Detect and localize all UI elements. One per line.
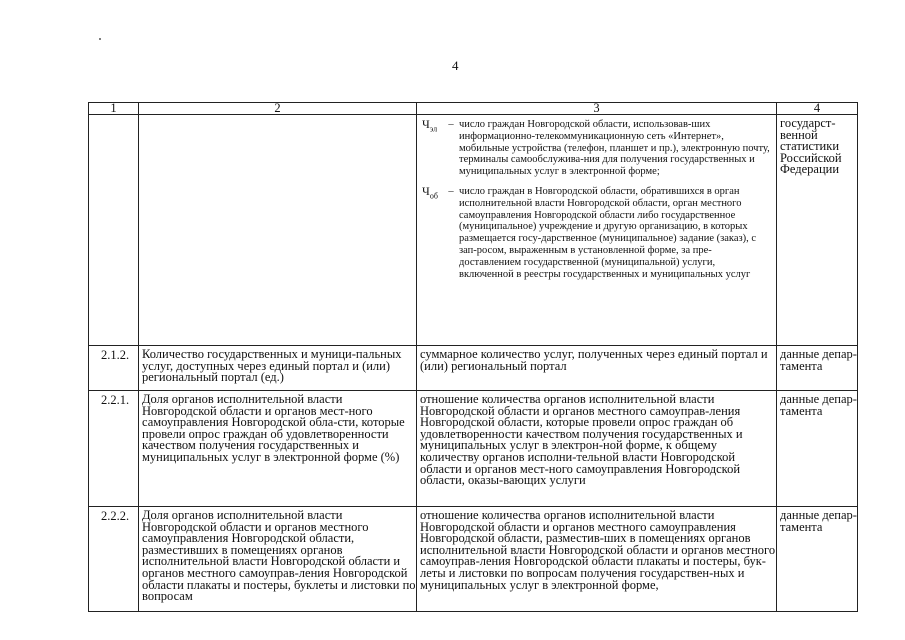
definition-text: число граждан в Новгородской области, обратившихся в орган исполнительной власти Новгородской области, орган местного самоуправления Новгородской области либо государственное (муниципальное) учреждение и другую организацию, в которых размещается госу-дарственное (муниципальное) задание (заказ), с зап-росом, выраженным в установленной форме, за пре-доставлением государственной (муниципальной) услуги, включенной в реестры государственных и муниципальных услуг (459, 185, 757, 280)
indicator-name: Количество государственных и муници-пальных услуг, доступных через единый портал и (или) региональный портал (ед.) (139, 346, 417, 391)
definition-dash: – (448, 185, 454, 197)
scan-speck (99, 38, 101, 40)
cont-num-cell (89, 115, 139, 346)
calculation-method: суммарное количество услуг, полученных через единый портал и (или) региональный портал (417, 346, 777, 391)
definition-text: число граждан Новгородской области, использовав-ших информационно-телекоммуникационную сеть «Интернет», мобильные устройства (телефон, планшет и пр.), электронную почту, терминалы самообслужива-ния для получения государственных и муниципальных услуг в электронной форме; (459, 119, 770, 178)
header-col-4: 4 (777, 103, 858, 115)
cont-indicator-cell (139, 115, 417, 346)
calculation-method: отношение количества органов исполнительной власти Новгородской области и органов местного самоуправления Новгородской области, разместив-ших в помещениях органов исполнительной власти Новгородской области и органов местного самоуправ-ления Новгородской области плакаты и постеры, бук-леты и листовки по вопросам получения государствен-ных и муниципальных услуг в электронной форме, (417, 507, 777, 612)
continuation-row (89, 115, 858, 346)
row-number: 2.1.2. (89, 346, 139, 391)
calculation-method: отношение количества органов исполнительной власти Новгородской области и органов местного самоуправ-ления Новгородской области, которые провели опрос граждан об удовлетворенности качеством получения государственных и муниципальных услуг в электрон-ной форме, к общему количеству органов исполни-тельной власти Новгородской области и органов мест-ного самоуправления Новгородской области, оказы-вающих услуги (417, 391, 777, 507)
indicator-name: Доля органов исполнительной власти Новгородской области и органов мест-ного самоуправления Новгородской обла-сти, которые провели опрос граждан об удовлетворенности качеством получения государственных и муниципальных услуг в электронной форме (%) (139, 391, 417, 507)
row-number: 2.2.1. (89, 391, 139, 507)
indicator-name: Доля органов исполнительной власти Новгородской области и органов местного самоуправления Новгородской области, разместивших в помещениях органов исполнительной власти Новгородской области и органов местного самоуправ-ления Новгородской области плакаты и постеры, буклеты и листовки по вопросам (139, 507, 417, 612)
data-source: данные депар-тамента (777, 346, 858, 391)
header-row (89, 103, 858, 115)
definition-dash: – (448, 119, 454, 130)
header-col-1: 1 (89, 103, 139, 115)
data-source: данные депар-тамента (777, 507, 858, 612)
indicators-table (88, 102, 858, 612)
formula-symbol: $Ч_{об}$ (422, 183, 438, 201)
header-col-3: 3 (417, 103, 777, 115)
definition-item (420, 183, 776, 280)
cont-formula-cell (417, 115, 777, 346)
definition-item (420, 119, 776, 178)
formula-symbol: $Ч_{эл}$ (422, 117, 438, 134)
cont-source-cell: государст-венной статистики Российской Федерации (777, 115, 858, 346)
page-number: 4 (452, 58, 459, 73)
data-source: данные депар-тамента (777, 391, 858, 507)
table-row (89, 346, 858, 391)
table-row (89, 391, 858, 507)
header-col-2: 2 (139, 103, 417, 115)
table-row (89, 507, 858, 612)
row-number: 2.2.2. (89, 507, 139, 612)
